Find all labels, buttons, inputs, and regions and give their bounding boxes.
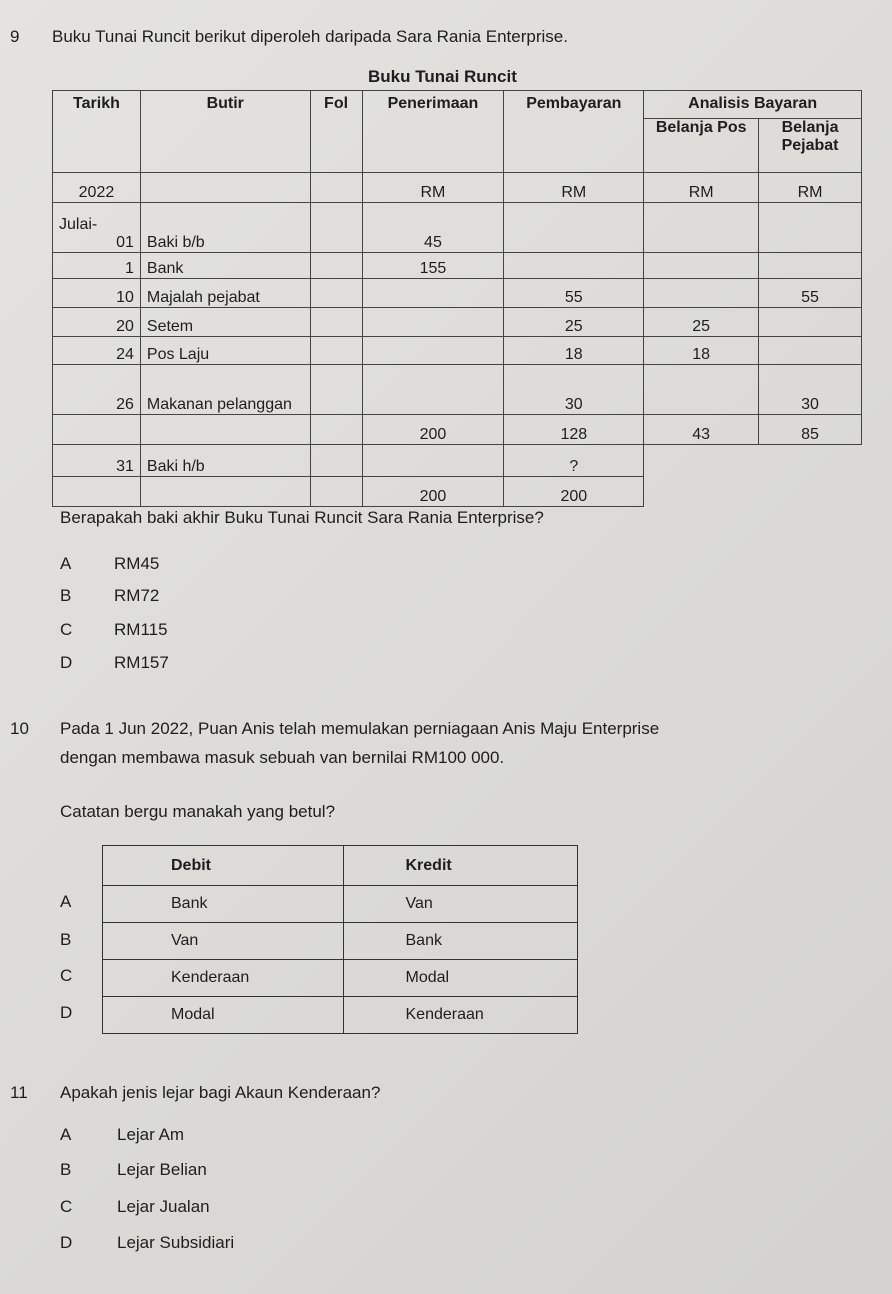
cell-pembayaran: 18 xyxy=(504,337,644,365)
cell-date-value: 01 xyxy=(116,234,134,251)
cell-butir: Baki b/b xyxy=(140,203,310,253)
cell-rm: RM xyxy=(644,173,759,203)
q11-option-c[interactable]: Lejar Jualan xyxy=(117,1197,210,1216)
q10-d-kredit: Kenderaan xyxy=(343,997,578,1034)
cell-pembayaran: 55 xyxy=(504,279,644,308)
cell-month: Julai- xyxy=(59,216,98,233)
q9-option-d-letter[interactable]: D xyxy=(60,653,73,672)
cell-date: 10 xyxy=(53,279,141,308)
final-pembayaran: 200 xyxy=(504,477,644,507)
q9-option-c-letter[interactable]: C xyxy=(60,620,73,639)
cell-rm: RM xyxy=(362,173,504,203)
cell-date xyxy=(53,203,141,253)
cell-butir: Bank xyxy=(140,253,310,279)
cell-butir: Majalah pejabat xyxy=(140,279,310,308)
q11-question: Apakah jenis lejar bagi Akaun Kenderaan? xyxy=(60,1083,381,1102)
q9-number: 9 xyxy=(10,27,20,46)
q10-c-debit: Kenderaan xyxy=(103,960,344,997)
q9-stem: Buku Tunai Runcit berikut diperoleh daripada Sara Rania Enterprise. xyxy=(52,27,568,46)
header-butir: Butir xyxy=(140,91,310,173)
header-penerimaan: Penerimaan xyxy=(362,91,504,173)
q10-line2: dengan membawa masuk sebuah van bernilai RM100 000. xyxy=(60,748,505,767)
cell-butir: Makanan pelanggan xyxy=(140,365,310,415)
cell-pos: 18 xyxy=(644,337,759,365)
cell-date: 24 xyxy=(53,337,141,365)
cell-rm: RM xyxy=(759,173,862,203)
header-analisis: Analisis Bayaran xyxy=(644,91,862,119)
cell-pejabat: 30 xyxy=(759,365,862,415)
cell-butir: Setem xyxy=(140,308,310,337)
q10-d-debit: Modal xyxy=(103,997,344,1034)
q11-option-d-letter[interactable]: D xyxy=(60,1233,73,1252)
q10-number: 10 xyxy=(10,719,29,738)
q11-option-a-letter[interactable]: A xyxy=(60,1125,72,1144)
q9-option-a[interactable]: RM45 xyxy=(114,554,160,573)
q10-option-a-letter[interactable]: A xyxy=(60,892,72,911)
table-row[interactable] xyxy=(103,923,578,960)
closing-balance-unknown: ? xyxy=(504,445,644,477)
q10-question: Catatan bergu manakah yang betul? xyxy=(60,802,336,821)
q11-option-c-letter[interactable]: C xyxy=(60,1197,73,1216)
header-kredit: Kredit xyxy=(343,846,578,886)
header-pembayaran: Pembayaran xyxy=(504,91,644,173)
cell-date: 20 xyxy=(53,308,141,337)
q11-option-d[interactable]: Lejar Subsidiari xyxy=(117,1233,235,1252)
petty-cash-book-table xyxy=(52,90,862,507)
q9-option-c[interactable]: RM115 xyxy=(114,620,168,639)
q10-option-d-letter[interactable]: D xyxy=(60,1003,73,1022)
total-penerimaan: 200 xyxy=(362,415,504,445)
q10-line1: Pada 1 Jun 2022, Puan Anis telah memulakan perniagaan Anis Maju Enterprise xyxy=(60,719,660,738)
q10-b-debit: Van xyxy=(103,923,344,960)
final-penerimaan: 200 xyxy=(362,477,504,507)
total-pos: 43 xyxy=(644,415,759,445)
cell-rm: RM xyxy=(504,173,644,203)
table-row[interactable] xyxy=(103,960,578,997)
cell-pejabat: 55 xyxy=(759,279,862,308)
cell-butir: Baki h/b xyxy=(140,445,310,477)
cell-date: 1 xyxy=(53,253,141,279)
q9-option-a-letter[interactable]: A xyxy=(60,554,72,573)
cell-pos: 25 xyxy=(644,308,759,337)
q11-option-b[interactable]: Lejar Belian xyxy=(117,1160,207,1179)
cell-penerimaan: 155 xyxy=(362,253,504,279)
cell-year: 2022 xyxy=(53,173,141,203)
cell-pembayaran: 25 xyxy=(504,308,644,337)
cell-date: 31 xyxy=(53,445,141,477)
q10-b-kredit: Bank xyxy=(343,923,578,960)
cell-butir: Pos Laju xyxy=(140,337,310,365)
q10-a-debit: Bank xyxy=(103,886,344,923)
q10-option-b-letter[interactable]: B xyxy=(60,930,72,949)
total-pembayaran: 128 xyxy=(504,415,644,445)
cell-pembayaran: 30 xyxy=(504,365,644,415)
header-belanja-pejabat: Belanja Pejabat xyxy=(759,119,862,173)
cell-date: 26 xyxy=(53,365,141,415)
q10-c-kredit: Modal xyxy=(343,960,578,997)
q9-option-b-letter[interactable]: B xyxy=(60,586,72,605)
q11-option-b-letter[interactable]: B xyxy=(60,1160,72,1179)
double-entry-table xyxy=(102,845,578,1034)
q10-a-kredit: Van xyxy=(343,886,578,923)
cell-penerimaan: 45 xyxy=(362,203,504,253)
cashbook-title: Buku Tunai Runcit xyxy=(368,67,517,86)
table-row[interactable] xyxy=(103,886,578,923)
table-row[interactable] xyxy=(103,997,578,1034)
q10-option-c-letter[interactable]: C xyxy=(60,966,73,985)
header-fol: Fol xyxy=(310,91,362,173)
total-pejabat: 85 xyxy=(759,415,862,445)
q11-option-a[interactable]: Lejar Am xyxy=(117,1125,185,1144)
q9-option-d[interactable]: RM157 xyxy=(114,653,169,672)
q9-question: Berapakah baki akhir Buku Tunai Runcit Sara Rania Enterprise? xyxy=(60,508,544,527)
q9-option-b[interactable]: RM72 xyxy=(114,586,160,605)
q11-number: 11 xyxy=(10,1083,28,1102)
header-belanja-pos: Belanja Pos xyxy=(644,119,759,173)
header-debit: Debit xyxy=(103,846,344,886)
header-tarikh: Tarikh xyxy=(53,91,141,173)
